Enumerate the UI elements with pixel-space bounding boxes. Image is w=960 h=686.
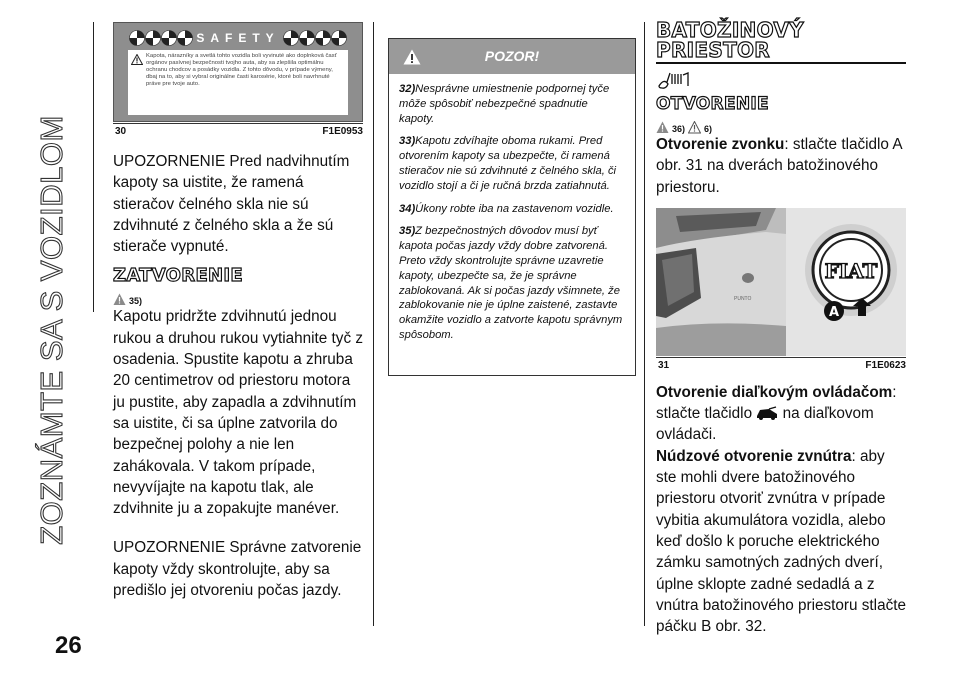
warning-item <box>399 134 625 193</box>
reference-number: 6) <box>704 124 713 134</box>
right-column <box>656 20 906 637</box>
warning-triangle-icon <box>113 293 126 306</box>
term-text: : aby ste mohli dvere batožinového priestoru otvoriť zvnútra v prípade vybitia akumulátora vozidla, alebo keď došlo k poruche elektrického zámku samotných zadných dverí, úplne sklopte zadné sedadlá a z vnútra batožinového priestoru stlačte páčku B obr. 32. <box>656 447 906 636</box>
tailgate-key-icon <box>756 406 778 420</box>
figure-number: 31 <box>658 359 670 371</box>
safety-sticker-image <box>113 22 363 122</box>
callout-letter: A <box>828 304 840 320</box>
warning-header <box>389 39 635 74</box>
warning-item-number: 35) <box>399 225 416 238</box>
warning-item <box>399 202 625 217</box>
term-label: Otvorenie diaľkovým ovládačom <box>656 383 893 401</box>
paragraph-open-remote <box>656 382 906 446</box>
figure-number: 30 <box>115 126 127 137</box>
reference-number: 36) <box>672 124 686 134</box>
reference-number: 35) <box>129 296 143 307</box>
warning-item <box>399 82 625 126</box>
checker-decoration <box>282 29 348 47</box>
warning-item-text: Z bezpečnostných dôvodov musí byť kapota počas jazdy vždy dobre zatvorená. Preto vždy skontrolujte správne uzavretie kapoty, ubezpečte sa, že je správne zablokovaná. Ak si počas jazdy všimnete, že zablokovanie nie je úplne zaistené, zastavte okamžite vozidlo a zatvorte kapotu správnym spôsobom. <box>399 225 623 341</box>
term-text: stlačte tlačidlo <box>656 405 753 423</box>
paragraph-emergency-open <box>656 446 906 638</box>
warning-box <box>388 38 636 376</box>
warning-references <box>656 116 906 134</box>
paragraph-closing-procedure: Kapotu pridržte zdvihnutú jednou rukou a druhou rukou vytiahnite tyč z osadenia. Spustite kapotu a zhruba 20 centimetrov od priestoru motora ju pustite, aby zapadla a zdvihnutím sa uistite, či sa úplne zatvorila do bezpečnej polohy a nie len zahákovala. V takom prípade, nevyvíjajte na kapotu tlak, ale zdvihnite ju a zopakujte manéver. <box>113 308 363 518</box>
warning-item-text: Úkony robte iba na zastavenom vozidle. <box>415 202 614 215</box>
figure-caption <box>113 123 363 137</box>
figure-31 <box>656 208 906 371</box>
safety-sticker-header <box>128 29 348 47</box>
warning-item-text: Nesprávne umiestnenie podpornej tyče môže spôsobiť nebezpečné spadnutie kapoty. <box>399 83 610 125</box>
figure-30 <box>113 22 363 137</box>
safety-sticker-panel <box>128 50 348 115</box>
figure-caption <box>656 357 906 371</box>
warning-body <box>389 74 635 343</box>
term-label: Núdzové otvorenie zvnútra <box>656 447 852 465</box>
figure-code: F1E0953 <box>322 126 363 137</box>
left-rule <box>93 22 94 312</box>
chapter-title-text: ZOZNÁMTE SA S VOZIDLOM <box>34 115 69 545</box>
column-divider <box>644 22 645 626</box>
column-divider <box>373 22 374 626</box>
caution-triangle-icon <box>688 121 701 134</box>
page-number: 26 <box>55 632 82 659</box>
warning-item-text: Kapotu zdvíhajte oboma rukami. Pred otvorením kapoty sa ubezpečte, či ramená stieračov nie sú zdvihnuté z čelného skla, či vozidlo stojí a či je ručná brzda zatiahnutá. <box>399 135 617 192</box>
paragraph-warning-note: UPOZORNENIE Pred nadvihnutím kapoty sa uistite, že ramená stieračov čelného skla nie sú zdvihnuté z čelného skla a že sú stierače vypnuté. <box>113 153 350 256</box>
term-text: : stlačte tlačidlo A obr. 31 na dverách batožinového priestoru. <box>656 136 902 196</box>
paragraph-closing-note: UPOZORNENIE Správne zatvorenie kapoty vždy skontrolujte, aby sa predišlo jej otvoreniu počas jazdy. <box>113 539 362 600</box>
section-heading-opening: OTVORENIE <box>656 94 769 114</box>
model-badge-text: PUNTO <box>734 295 752 302</box>
tailgate-photo <box>656 208 906 356</box>
chapter-title-line: PRIESTOR <box>656 38 771 62</box>
warning-references <box>113 288 363 306</box>
left-column <box>113 22 363 601</box>
term-colon: : <box>892 383 897 401</box>
section-heading-closing: ZATVORENIE <box>113 265 243 287</box>
manual-note-icon <box>656 70 692 92</box>
warning-item-number: 34) <box>399 202 416 215</box>
warning-item-number: 32) <box>399 83 416 95</box>
safety-heading: SAFETY <box>196 31 280 45</box>
brand-logo-text: FIAT <box>824 258 878 283</box>
checker-decoration <box>128 29 194 47</box>
warning-item <box>399 224 625 342</box>
term-text: na diaľkovom ovládači. <box>656 405 874 444</box>
chapter-title <box>656 20 906 64</box>
figure-code: F1E0623 <box>865 359 906 371</box>
chapter-title-line: BATOŽINOVÝ <box>656 18 804 42</box>
warning-item-number: 33) <box>399 135 416 148</box>
warning-label: POZOR! <box>484 48 540 64</box>
warning-triangle-icon <box>131 54 143 65</box>
warning-triangle-icon <box>656 121 669 134</box>
paragraph-open-outside <box>656 134 906 198</box>
term-label: Otvorenie zvonku <box>656 136 785 153</box>
safety-sticker-text: Kapota, nárazníky a svetlá tohto vozidla boli vyvinuté ako doplnková časť orgánov pasívnej bezpečnosti tvojho auta, aby sa zlepšila optimálnu ochranu chodcov a posádky vozidla. Z tohto dôvodu, v prípade výmeny, dbaj na to, aby si vybral originálne časti karosérie, ktoré boli navrhnuté práve pre tvoje auto. <box>146 53 337 88</box>
